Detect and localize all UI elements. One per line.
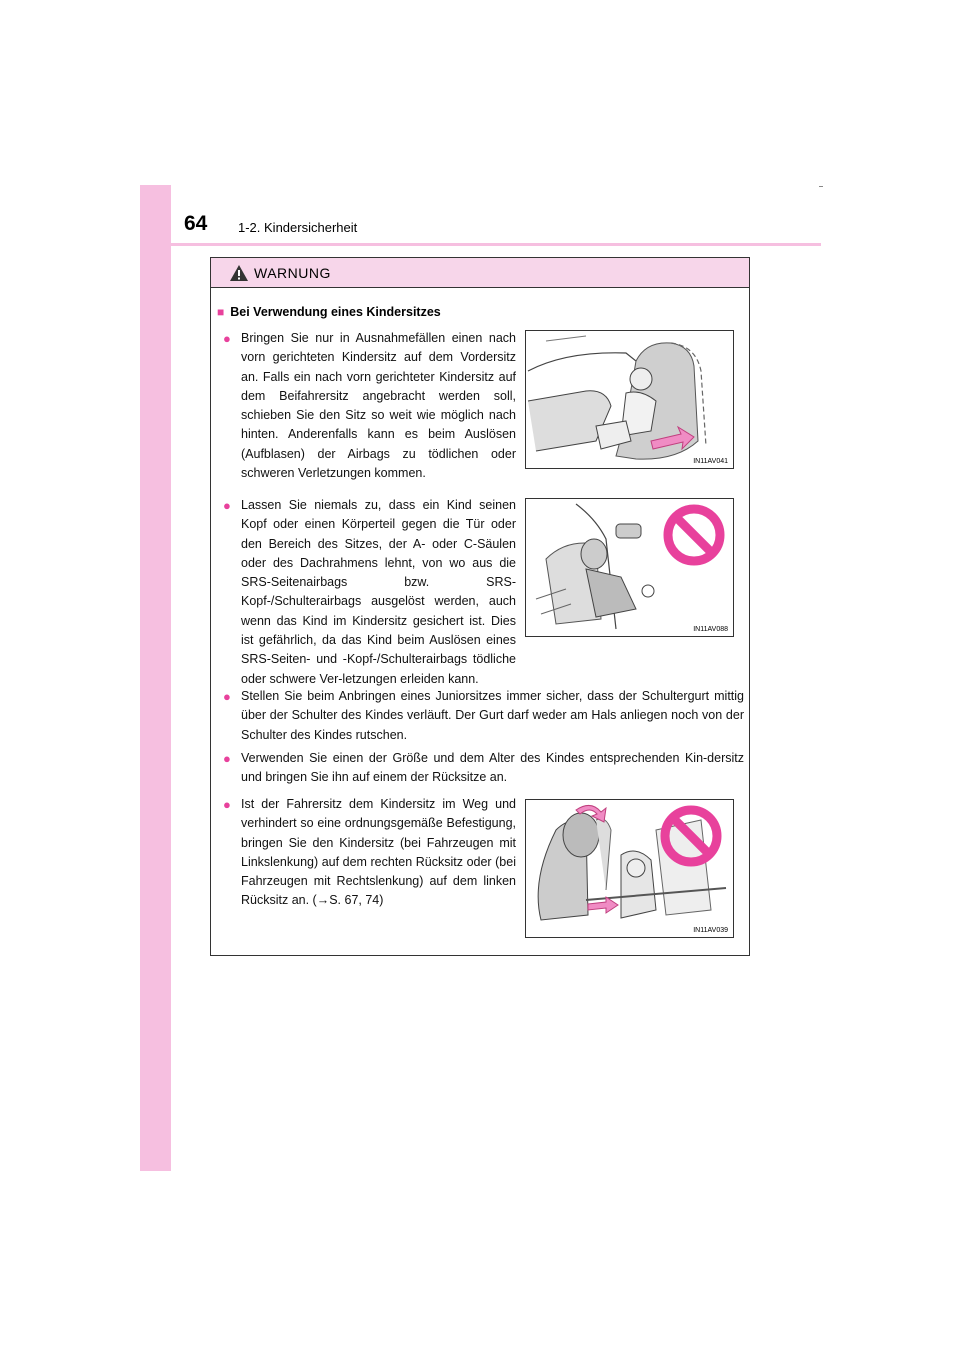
circle-bullet-icon: ● (223, 751, 231, 766)
rear-seat-child-seat-prohibited-illustration-icon (526, 800, 733, 937)
header-rule (140, 243, 821, 246)
bullet-text: Ist der Fahrersitz dem Kindersitz im Weg und verhindert so eine ordnungsgemäße Befestigung, bringen Sie den Kindersitz (bei Fahrzeugen mit Linkslenkung) auf dem rechten Rücksitz oder (bei Fahrzeugen mit Rechtslenkung) auf dem linken Rücksitz an. (→S. 67, 74) (241, 797, 516, 908)
warning-box (210, 257, 750, 956)
front-seat-child-seat-illustration-icon (526, 331, 733, 468)
bullet-item (223, 496, 516, 689)
bullet-text: Lassen Sie niemals zu, dass ein Kind seinen Kopf oder einen Körperteil gegen die Tür oder den Bereich des Sitzes, der A- oder C-Säulen oder des Dachrahmens lehnt, von wo aus die SRS-Seitenairbags bzw. SRS-Kopf-/Schulterairbags ausgelöst werden, auch wenn das Kind im Kindersitz gesichert ist. Dies ist gefährlich, da das Kind beim Auslösen eines SRS-Seiten- und -Kopf-/Schulterairbags tödliche oder schwere Ver-letzungen erleiden kann. (241, 498, 516, 686)
figure-rear-seat (525, 799, 734, 938)
figure-front-seat (525, 330, 734, 469)
square-bullet-icon: ■ (217, 305, 225, 319)
circle-bullet-icon: ● (223, 331, 231, 346)
chapter-sidebar-tab (140, 185, 171, 1171)
bullet-item (223, 795, 516, 911)
section-title: 1-2. Kindersicherheit (238, 220, 358, 235)
figure-code: IN11AV088 (693, 626, 728, 633)
figure-door-lean (525, 498, 734, 637)
bullet-item (223, 749, 744, 788)
figure-code: IN11AV039 (693, 927, 728, 934)
bullet-text: Verwenden Sie einen der Größe und dem Alter des Kindes entsprechenden Kin-dersitz und bringen Sie ihn auf einem der Rücksitze an. (241, 751, 744, 785)
edge-mark (819, 186, 823, 187)
bullet-text: Stellen Sie beim Anbringen eines Juniorsitzes immer sicher, dass der Schultergurt mittig über der Schulter des Kindes verläuft. Der Gurt darf weder am Hals anliegen noch von der Schulter des Kindes rutschen. (241, 689, 744, 742)
child-leaning-door-prohibited-illustration-icon (526, 499, 733, 636)
circle-bullet-icon: ● (223, 689, 231, 704)
circle-bullet-icon: ● (223, 797, 231, 812)
subheading-text: Bei Verwendung eines Kindersitzes (230, 305, 441, 319)
bullet-item (223, 329, 516, 483)
page-number: 64 (184, 212, 208, 235)
warning-label: WARNUNG (254, 265, 331, 281)
prohibited-icon (668, 509, 720, 561)
warning-header (211, 258, 749, 288)
warning-subheading (217, 305, 441, 319)
warning-triangle-icon (229, 264, 249, 282)
bullet-item (223, 687, 744, 745)
figure-code: IN11AV041 (693, 458, 728, 465)
circle-bullet-icon: ● (223, 498, 231, 513)
bullet-text: Bringen Sie nur in Ausnahmefällen einen nach vorn gerichteten Kindersitz auf dem Vordersitz an. Falls ein nach vorn gerichteter Kindersitz auf dem Beifahrersitz angebracht werden soll, schieben Sie den Sitz so weit wie möglich nach hinten. Anderenfalls kann es beim Auslösen (Aufblasen) der Airbags zu tödlichen oder schweren Verletzungen kommen. (241, 331, 516, 481)
